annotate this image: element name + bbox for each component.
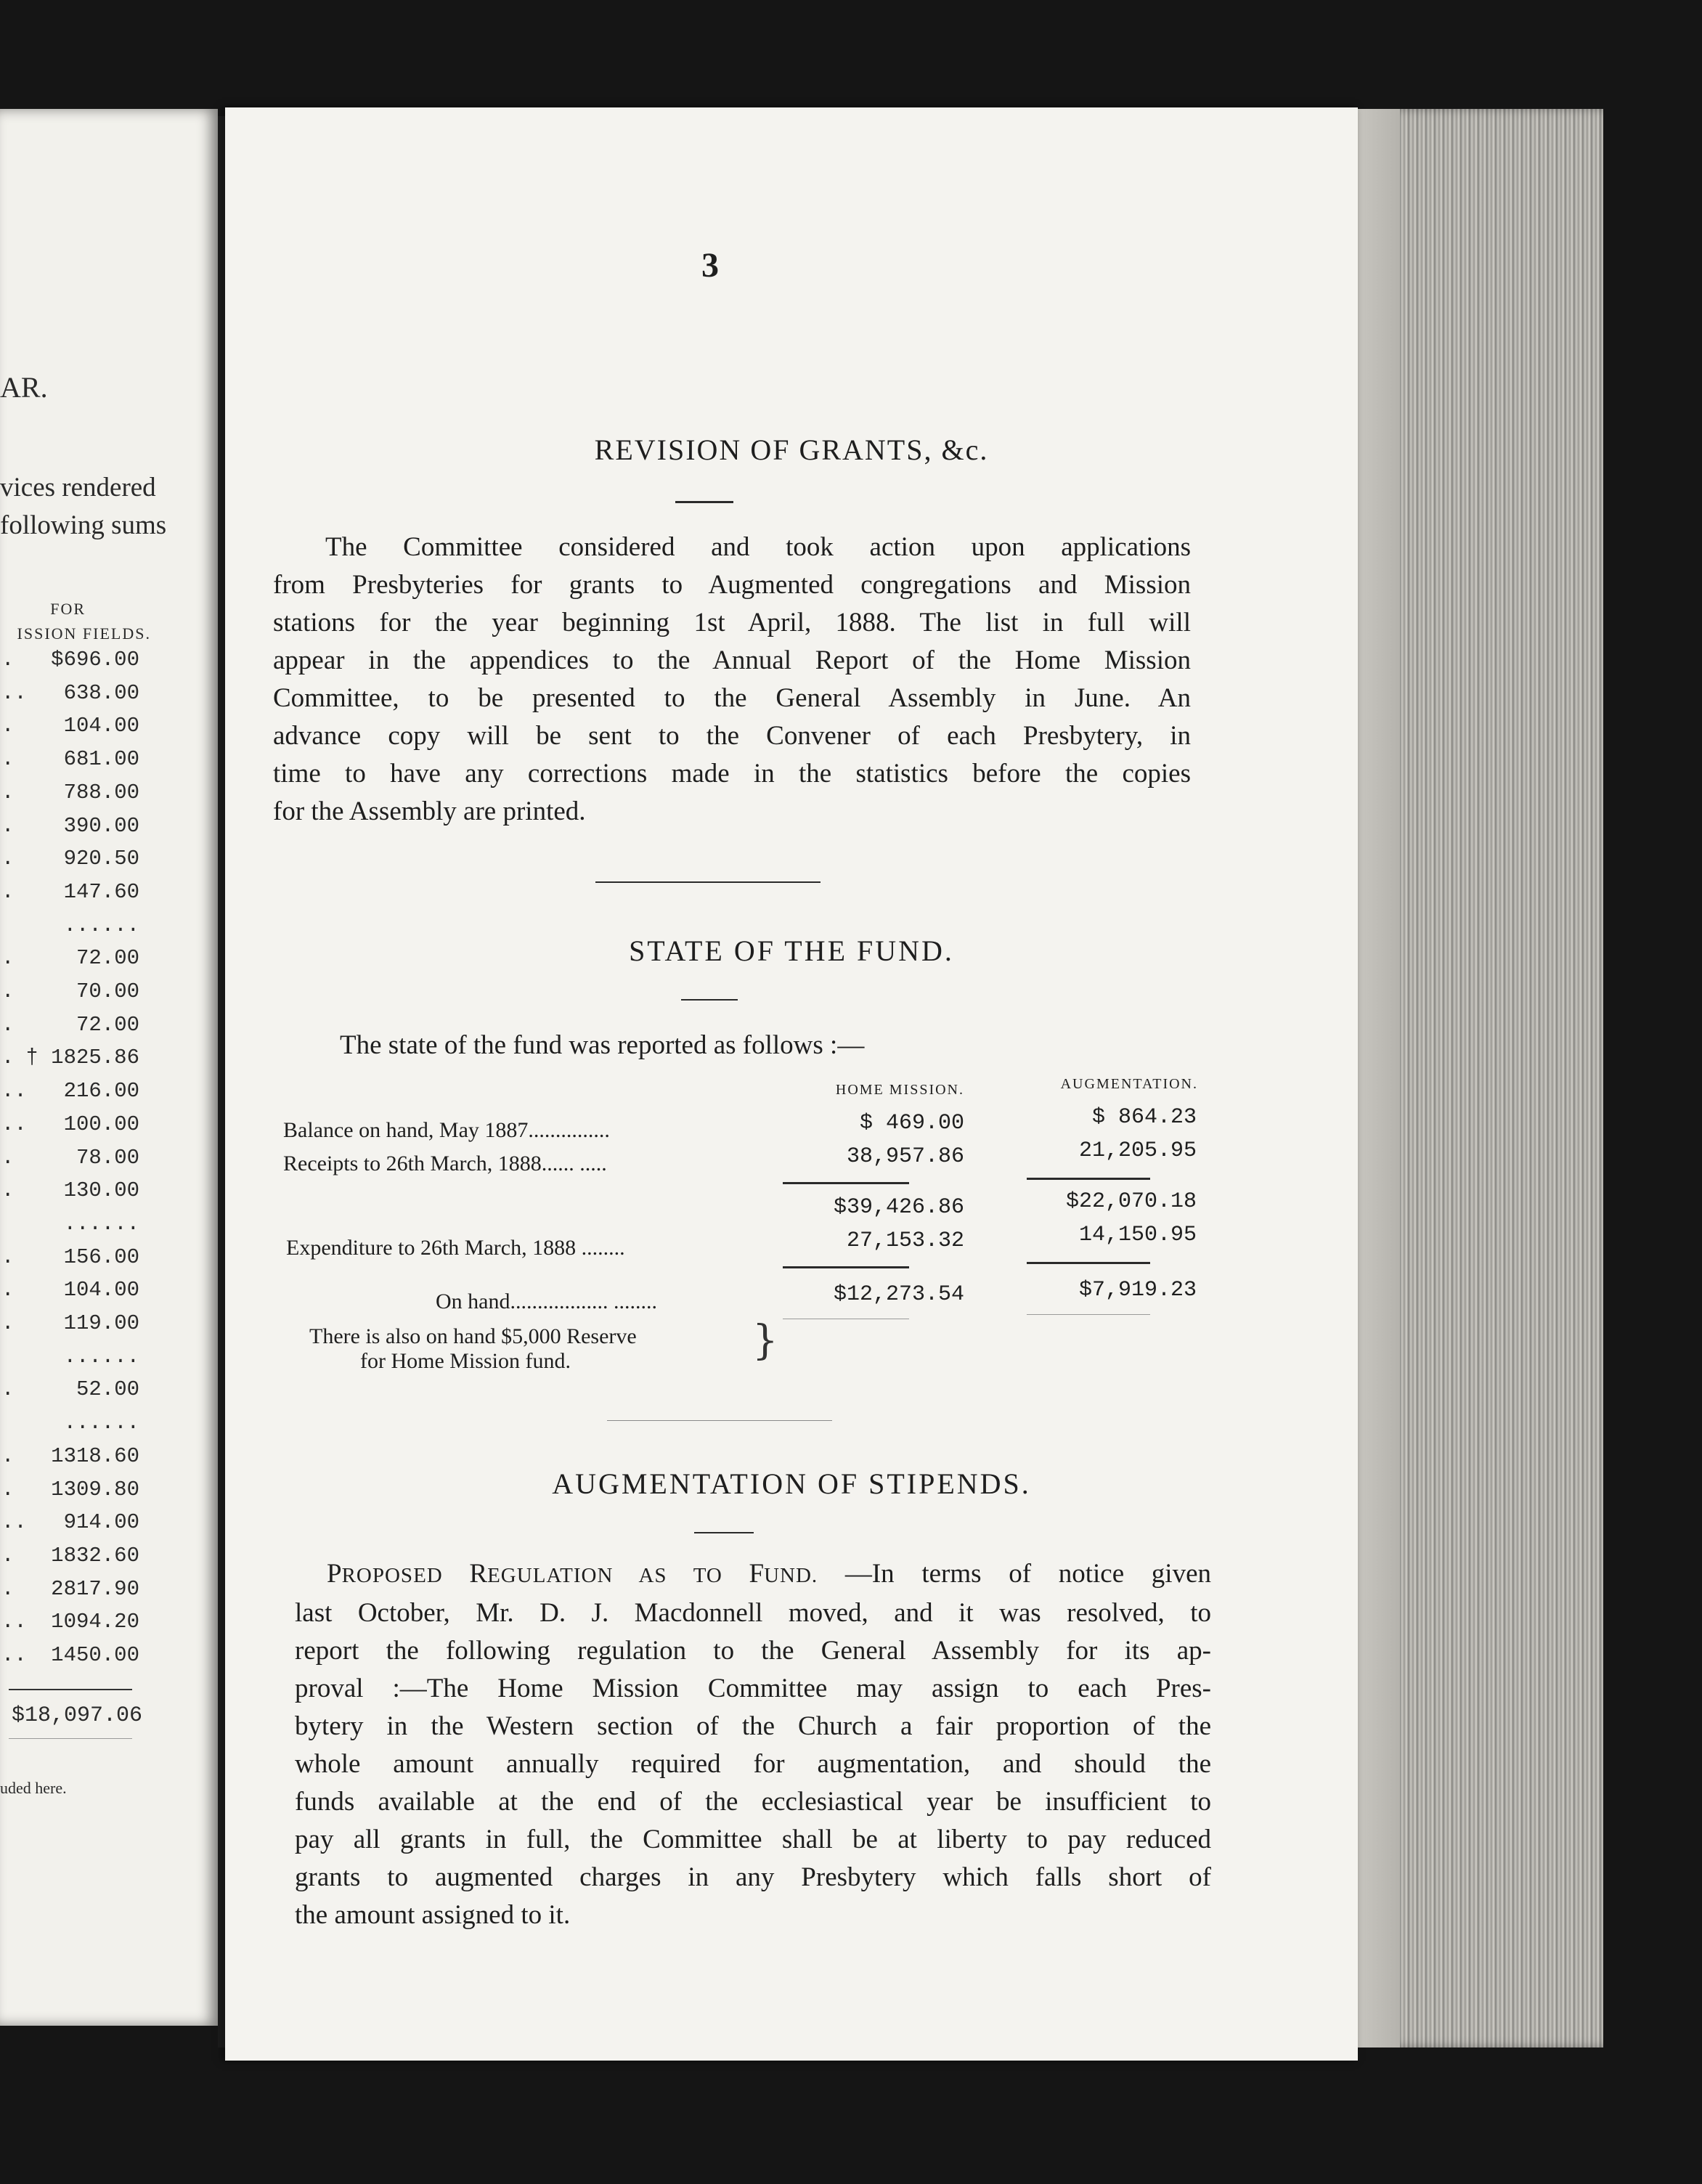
receipts-label: Receipts to 26th March, 1888...... ..... xyxy=(283,1152,607,1175)
row-amount: 104.00 xyxy=(63,714,139,738)
row-amount: 1832.60 xyxy=(51,1543,139,1568)
row-amount: 920.50 xyxy=(63,847,139,871)
row-amount: 78.00 xyxy=(76,1145,139,1170)
row-amount: 52.00 xyxy=(76,1377,139,1402)
subtotal-rule-home xyxy=(783,1182,909,1184)
row-amount: ...... xyxy=(63,1211,139,1236)
augmentation-paragraph xyxy=(295,1555,1211,1934)
row-leader-dots: . xyxy=(1,1477,15,1502)
row-leader-dots: .. xyxy=(1,1079,27,1104)
previous-page-heading: AR. xyxy=(0,371,48,404)
row-amount: 1318.60 xyxy=(51,1443,139,1468)
row-amount: 2817.90 xyxy=(51,1576,139,1601)
previous-page-amount-row xyxy=(0,1510,139,1542)
previous-page-amount-row xyxy=(0,979,139,1011)
receipts-augmentation: 21,205.95 xyxy=(1078,1138,1197,1163)
onhand-augmentation: $7,919.23 xyxy=(1078,1278,1197,1303)
paragraph-line: appear in the appendices to the Annual Report of the Home Mission xyxy=(273,645,1191,675)
previous-page-amount-row xyxy=(0,1345,139,1377)
row-leader-dots: . xyxy=(1,1178,15,1203)
paragraph-line: from Presbyteries for grants to Augmented congregations and Mission xyxy=(273,570,1191,600)
previous-page-total: $18,097.06 xyxy=(12,1703,143,1728)
row-leader-dots: . xyxy=(1,1576,15,1601)
section-title-augmentation-of-stipends: AUGMENTATION OF STIPENDS. xyxy=(552,1467,1031,1500)
row-leader-dots: . xyxy=(1,946,15,971)
row-amount: 72.00 xyxy=(76,1012,139,1037)
row-amount: 130.00 xyxy=(63,1178,139,1203)
row-amount: ...... xyxy=(63,1344,139,1369)
previous-page-amount-row xyxy=(0,1146,139,1178)
row-leader-dots: . xyxy=(1,1012,15,1037)
previous-page-amount-row xyxy=(0,781,139,812)
row-leader-dots: . xyxy=(1,1046,15,1070)
regulation-first-line: PROPOSED REGULATION AS TO FUND. —In terms of notice given xyxy=(327,1559,1212,1589)
previous-page-amount-row xyxy=(0,1278,139,1310)
expenditure-home-mission: 27,153.32 xyxy=(846,1228,964,1253)
page-number: 3 xyxy=(701,246,719,285)
column-header-home-mission: HOME MISSION. xyxy=(835,1082,964,1098)
row-amount: 788.00 xyxy=(63,780,139,804)
previous-page-amount-row xyxy=(0,1245,139,1277)
row-amount: 638.00 xyxy=(63,680,139,705)
balance-augmentation: $ 864.23 xyxy=(1091,1105,1197,1130)
row-amount: ...... xyxy=(63,913,139,937)
row-amount: 156.00 xyxy=(63,1244,139,1269)
section-divider xyxy=(595,881,821,883)
previous-page-column-header: ISSION FIELDS. xyxy=(17,624,151,643)
onhand-rule-home xyxy=(783,1266,909,1268)
paragraph-line: grants to augmented charges in any Presbytery which falls short of xyxy=(295,1862,1211,1892)
previous-page-amount-row xyxy=(0,1411,139,1443)
section-divider xyxy=(607,1420,832,1421)
paragraph-line: for the Assembly are printed. xyxy=(273,796,586,826)
row-leader-dots: . xyxy=(1,847,15,871)
paragraph-line: The Committee considered and took action upon applications xyxy=(325,532,1191,562)
expenditure-label: Expenditure to 26th March, 1888 ........ xyxy=(286,1236,625,1260)
paragraph-line: pay all grants in full, the Committee shall be at liberty to pay reduced xyxy=(295,1825,1211,1854)
subtotal-rule-aug xyxy=(1027,1178,1150,1180)
receipts-home-mission: 38,957.86 xyxy=(846,1144,964,1169)
section-title-state-of-fund: STATE OF THE FUND. xyxy=(629,934,954,967)
brace-symbol: } xyxy=(752,1317,778,1364)
row-leader-dots: . xyxy=(1,879,15,904)
previous-page-amount-row xyxy=(0,681,139,713)
previous-page-amount-row xyxy=(0,913,139,945)
document-page xyxy=(225,107,1358,2061)
paragraph-line: report the following regulation to the General Assembly for its ap- xyxy=(295,1636,1211,1666)
previous-page-amount-row xyxy=(0,714,139,746)
previous-page-amount-row xyxy=(0,1079,139,1111)
previous-page-amount-row xyxy=(0,1013,139,1045)
previous-page-amount-row xyxy=(0,1377,139,1409)
row-leader-dots: . xyxy=(1,1443,15,1468)
paragraph-line: last October, Mr. D. J. Macdonnell moved, and it was resolved, to xyxy=(295,1598,1211,1628)
previous-page-amount-row xyxy=(0,1046,139,1077)
paragraph-line: stations for the year beginning 1st April, 1888. The list in full will xyxy=(273,608,1191,637)
reserve-note-line2: for Home Mission fund. xyxy=(360,1349,571,1373)
previous-page-amount-row xyxy=(0,880,139,912)
title-dash xyxy=(694,1532,754,1533)
previous-page-column-header: FOR xyxy=(50,600,86,618)
row-leader-dots: . xyxy=(1,747,15,772)
previous-page-amount-row xyxy=(0,747,139,779)
previous-page-amount-row xyxy=(0,946,139,978)
row-leader-dots: . xyxy=(1,648,15,672)
row-leader-dots: . xyxy=(1,1377,15,1402)
row-leader-dots: .. xyxy=(1,1643,27,1667)
row-leader-dots: . xyxy=(1,979,15,1003)
onhand-rule-aug xyxy=(1027,1262,1150,1264)
previous-page-amount-row xyxy=(0,1478,139,1509)
row-leader-dots: .. xyxy=(1,680,27,705)
row-leader-dots: . xyxy=(1,1543,15,1568)
paragraph-line: bytery in the Western section of the Church a fair proportion of the xyxy=(295,1711,1211,1741)
previous-page-amount-row xyxy=(0,1444,139,1476)
previous-page-amount-row xyxy=(0,1112,139,1144)
row-amount: 1094.20 xyxy=(51,1610,139,1634)
previous-page-text-line: following sums xyxy=(0,510,167,540)
row-amount: 914.00 xyxy=(63,1510,139,1535)
previous-page-footnote: uded here. xyxy=(0,1779,67,1797)
subtotal-augmentation: $22,070.18 xyxy=(1065,1189,1197,1214)
row-amount: 70.00 xyxy=(76,979,139,1003)
column-header-augmentation: AUGMENTATION. xyxy=(1060,1076,1198,1092)
previous-page-amount-row xyxy=(0,648,139,680)
row-amount: ...... xyxy=(63,1411,139,1435)
onhand-label: On hand.................. ........ xyxy=(436,1289,657,1313)
paragraph-line: proval :—The Home Mission Committee may assign to each Pres- xyxy=(295,1674,1211,1703)
row-leader-dots: .. xyxy=(1,1510,27,1535)
previous-page-amount-row xyxy=(0,1577,139,1609)
row-leader-dots: . xyxy=(1,780,15,804)
row-amount: 119.00 xyxy=(63,1311,139,1335)
onhand-underline-aug xyxy=(1027,1314,1150,1315)
previous-page-amount-row xyxy=(0,847,139,879)
revision-paragraph xyxy=(273,529,1191,831)
balance-home-mission: $ 469.00 xyxy=(859,1111,964,1136)
regulation-heading: PROPOSED REGULATION AS TO FUND. xyxy=(327,1559,818,1589)
row-amount: 390.00 xyxy=(63,813,139,838)
book-page-edges xyxy=(1356,109,1603,2048)
title-dash xyxy=(681,999,738,1001)
previous-page-amount-row xyxy=(0,814,139,846)
previous-page-amount-row xyxy=(0,1178,139,1210)
paragraph-line: funds available at the end of the ecclesiastical year be insufficient to xyxy=(295,1787,1211,1817)
row-leader-dots: . xyxy=(1,1278,15,1303)
previous-page-amount-row xyxy=(0,1610,139,1642)
row-amount: 147.60 xyxy=(63,879,139,904)
paragraph-line: the amount assigned to it. xyxy=(295,1900,571,1930)
row-amount: 216.00 xyxy=(63,1079,139,1104)
previous-page-total-rule xyxy=(9,1689,132,1690)
previous-page-amount-row xyxy=(0,1311,139,1343)
previous-page-text-line: vices rendered xyxy=(0,473,156,502)
subtotal-home-mission: $39,426.86 xyxy=(833,1195,964,1220)
paragraph-line: time to have any corrections made in the statistics before the copies xyxy=(273,759,1191,789)
row-amount: 100.00 xyxy=(63,1112,139,1136)
previous-page-amount-row xyxy=(0,1544,139,1576)
previous-page xyxy=(0,109,218,2026)
row-amount: † 1825.86 xyxy=(25,1046,139,1070)
paragraph-line: Committee, to be presented to the General Assembly in June. An xyxy=(273,683,1191,713)
onhand-home-mission: $12,273.54 xyxy=(833,1282,964,1307)
balance-label: Balance on hand, May 1887............... xyxy=(283,1118,610,1142)
previous-page-amount-row xyxy=(0,1212,139,1244)
paragraph-line: advance copy will be sent to the Convener of each Presbytery, in xyxy=(273,721,1191,751)
row-leader-dots: . xyxy=(1,1145,15,1170)
row-leader-dots: . xyxy=(1,714,15,738)
row-leader-dots: .. xyxy=(1,1610,27,1634)
row-amount: 104.00 xyxy=(63,1278,139,1303)
row-leader-dots: .. xyxy=(1,1112,27,1136)
section-title-revision-of-grants: REVISION OF GRANTS, &c. xyxy=(594,433,989,466)
paragraph-line: whole amount annually required for augmentation, and should the xyxy=(295,1749,1211,1779)
row-amount: 681.00 xyxy=(63,747,139,772)
expenditure-augmentation: 14,150.95 xyxy=(1078,1223,1197,1247)
row-amount: 72.00 xyxy=(76,946,139,971)
row-amount: 1450.00 xyxy=(51,1643,139,1667)
row-leader-dots: . xyxy=(1,1244,15,1269)
previous-page-amount-row xyxy=(0,1643,139,1675)
row-amount: $696.00 xyxy=(51,648,139,672)
previous-page-total-underline xyxy=(9,1738,132,1739)
title-dash xyxy=(675,501,733,503)
row-leader-dots: . xyxy=(1,813,15,838)
fund-intro: The state of the fund was reported as follows :— xyxy=(340,1030,865,1060)
row-leader-dots: . xyxy=(1,1311,15,1335)
reserve-note-line1: There is also on hand $5,000 Reserve xyxy=(309,1324,637,1348)
row-amount: 1309.80 xyxy=(51,1477,139,1502)
